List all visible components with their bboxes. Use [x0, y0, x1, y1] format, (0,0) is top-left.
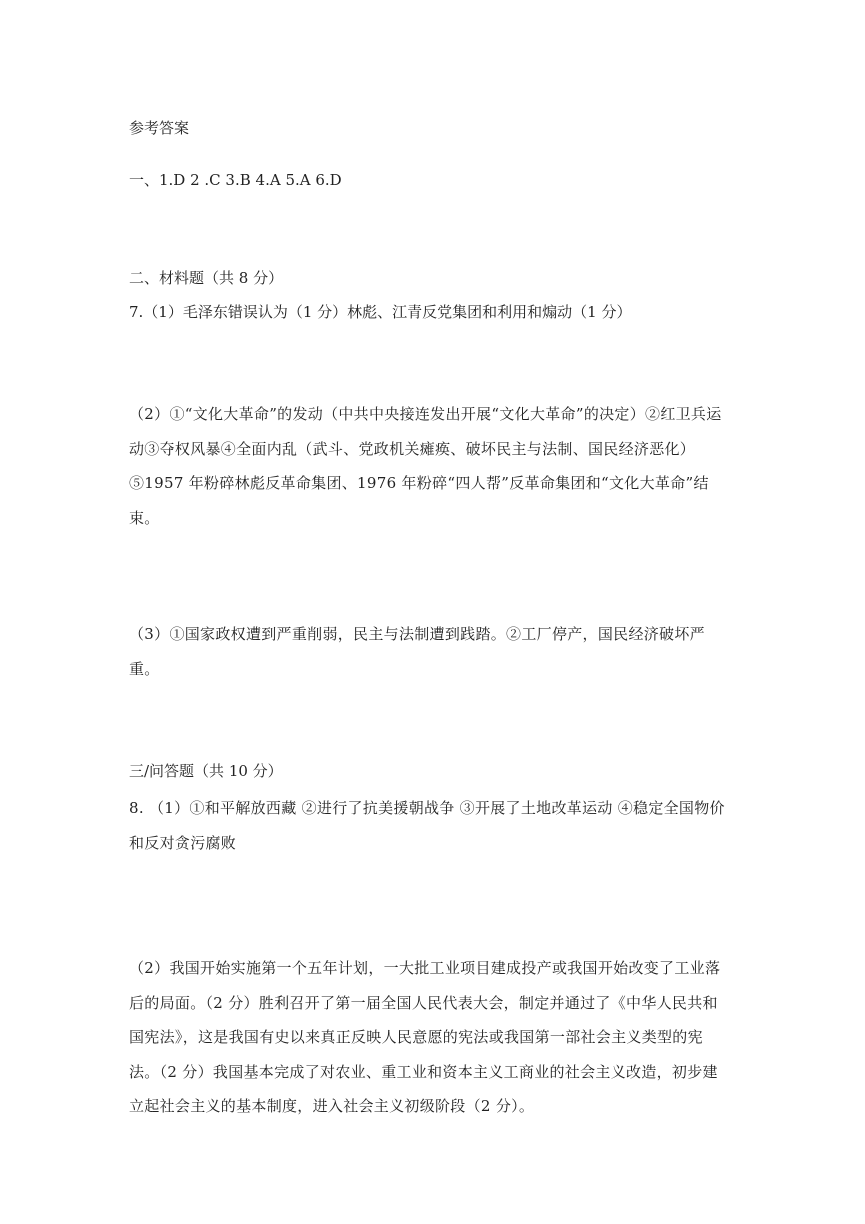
- multiple-choice-answers: 一、1.D 2 .C 3.B 4.A 5.A 6.D: [129, 171, 342, 189]
- q7-part1-answer: 7.（1）毛泽东错误认为（1 分）林彪、江青反党集团和利用和煽动（1 分）: [129, 303, 632, 321]
- page-heading: 参考答案: [129, 119, 190, 137]
- section-title-questions: 三/问答题（共 10 分）: [129, 762, 283, 780]
- q7-part2-answer: （2）①“文化大革命”的发动（中共中央接连发出开展“文化大革命”的决定）②红卫兵运动③夺权风暴④全面内乱（武斗、党政机关瘫痪、破坏民主与法制、国民经济恶化）⑤1957 年粉碎林彪反革命集团、1976 年粉碎“四人帮”反革命集团和“文化大革命”结束。: [129, 405, 722, 527]
- q8-part2-answer: （2）我国开始实施第一个五年计划，一大批工业项目建成投产或我国开始改变了工业落后的局面。（2 分）胜利召开了第一届全国人民代表大会，制定并通过了《中华人民共和国宪法》，这是我国有史以来真正反映人民意愿的宪法或我国第一部社会主义类型的宪法。（2 分）我国基本完成了对农业、重工业和资本主义工商业的社会主义改造，初步建立起社会主义的基本制度，进入社会主义初级阶段（2 分）。: [129, 959, 721, 1115]
- q8-part1-answer: 8. （1）①和平解放西藏 ②进行了抗美援朝战争 ③开展了土地改革运动 ④稳定全国物价和反对贪污腐败: [129, 799, 725, 852]
- q7-part3-answer: （3）①国家政权遭到严重削弱，民主与法制遭到践踏。②工厂停产，国民经济破坏严重。: [129, 625, 705, 678]
- section-title-material: 二、材料题（共 8 分）: [129, 269, 284, 287]
